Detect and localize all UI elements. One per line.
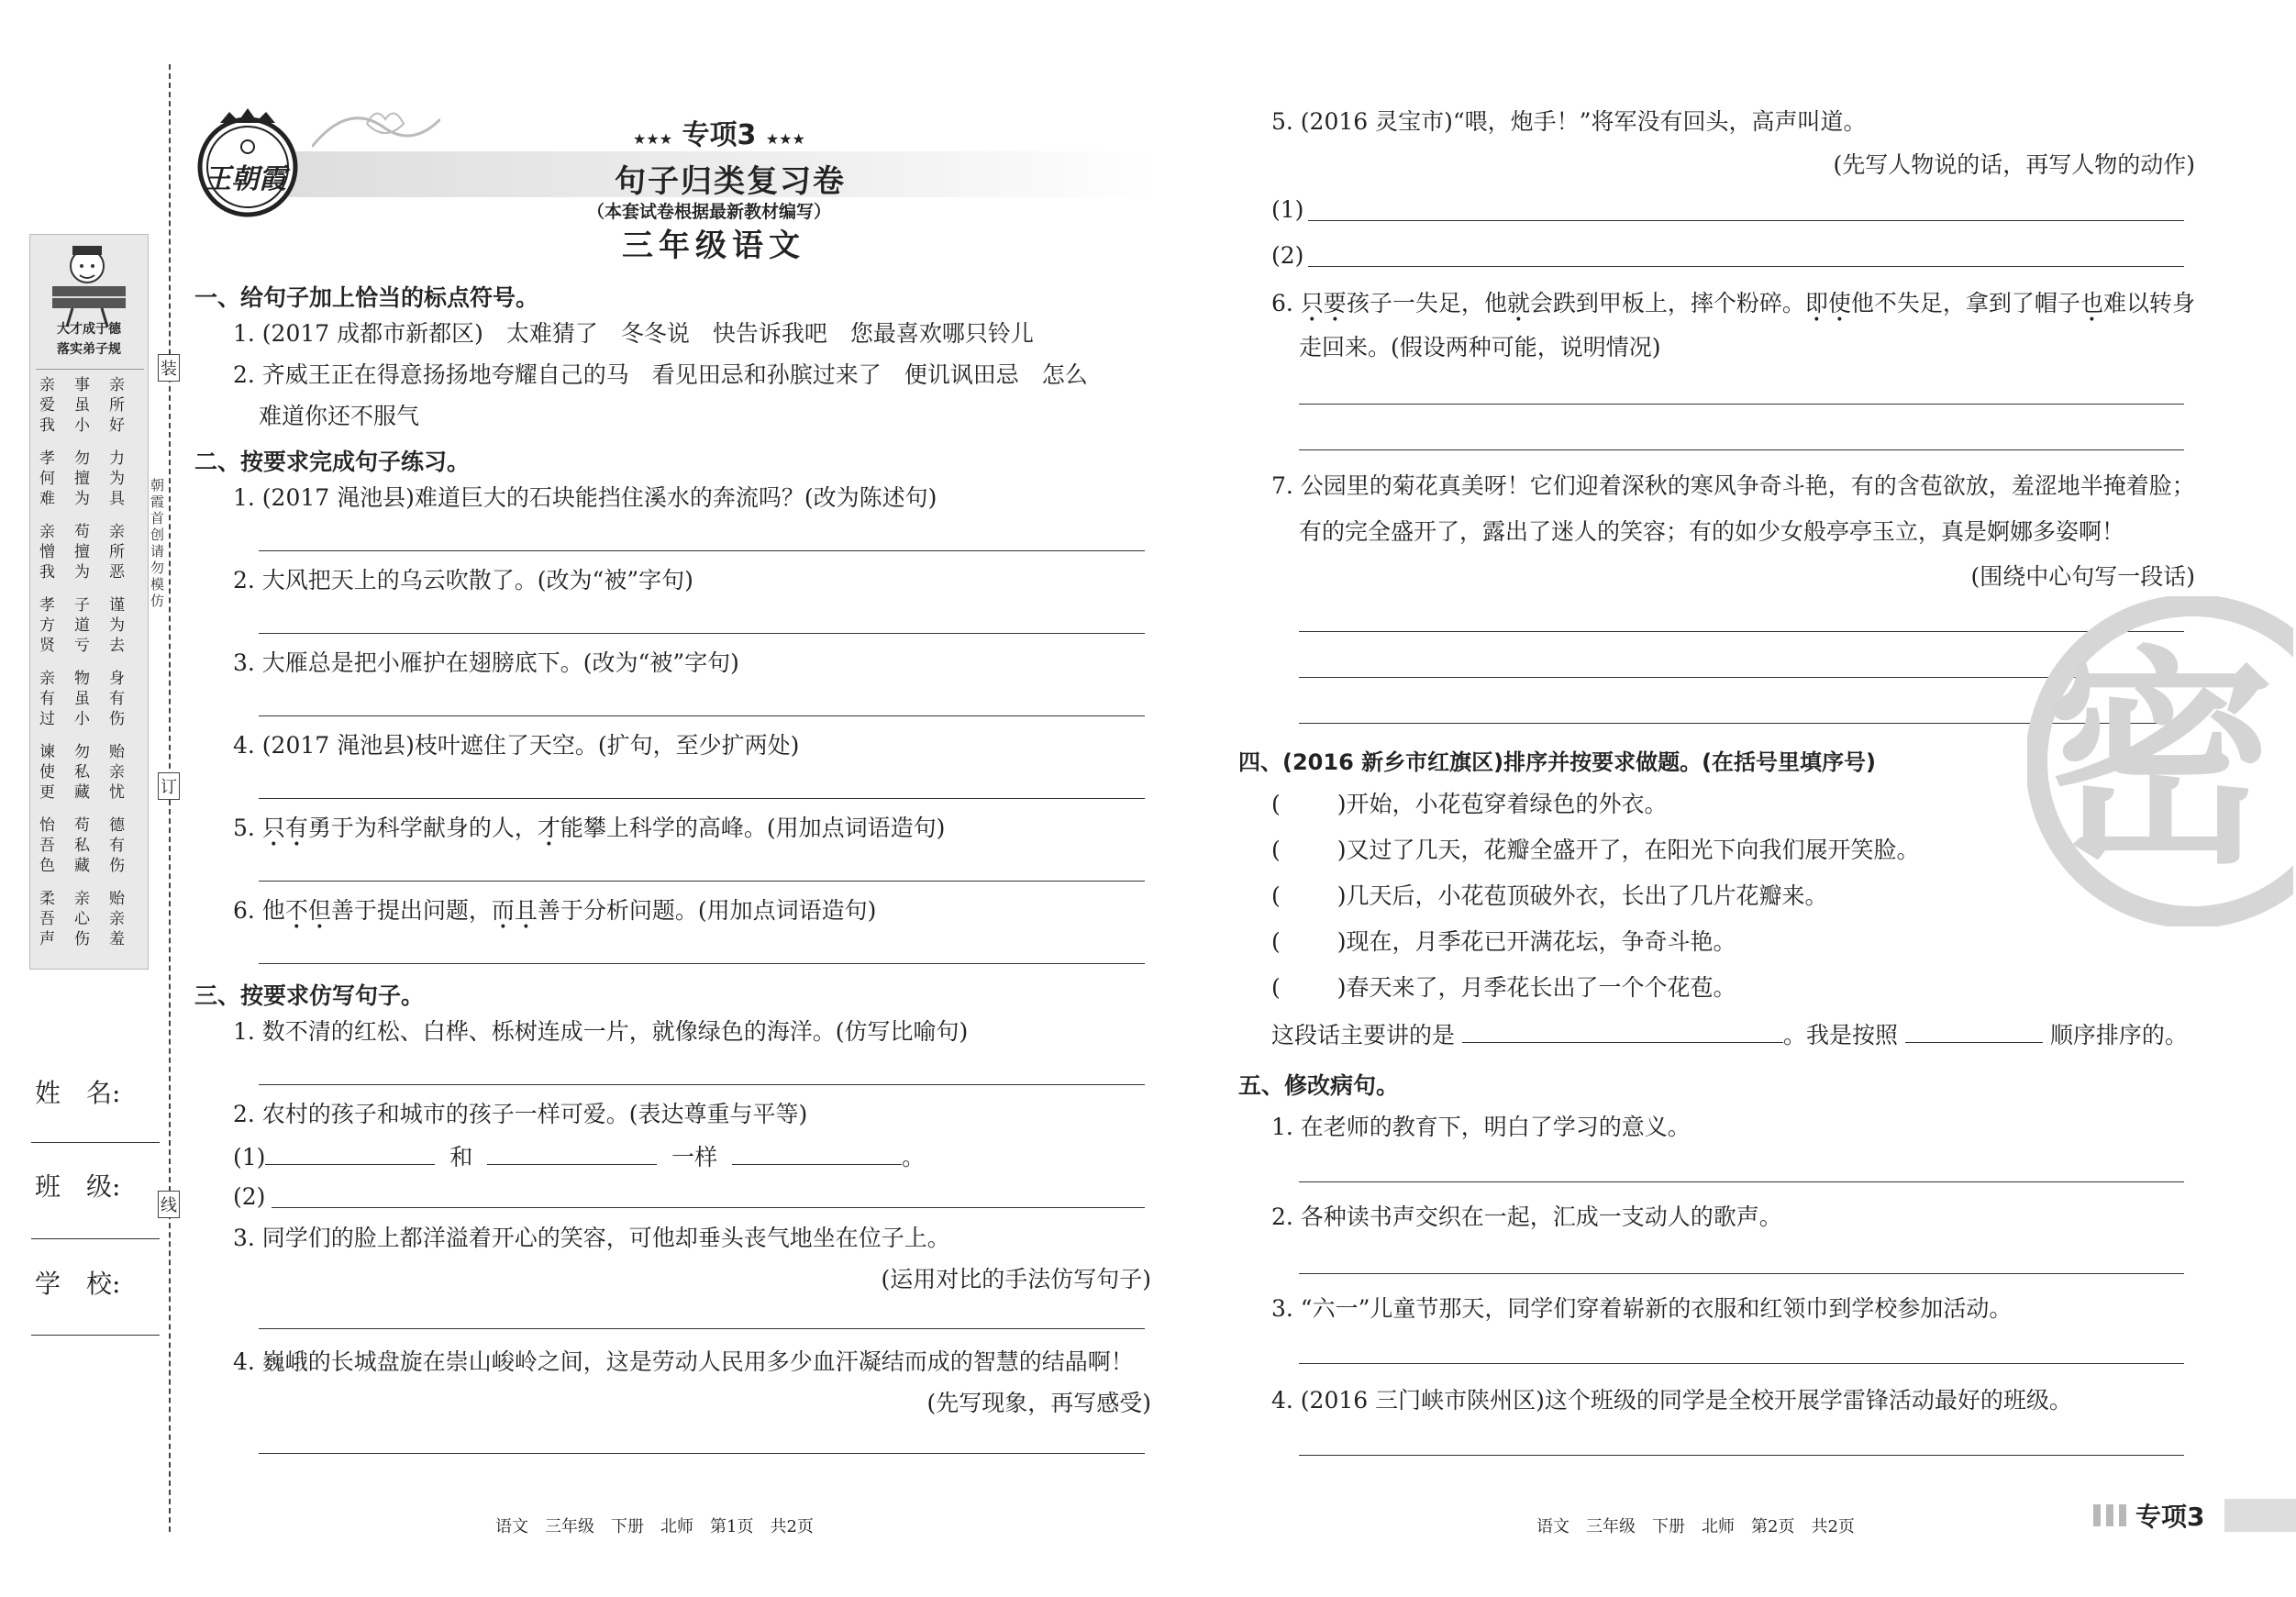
edition-note: （本套试卷根据最新教材编写） — [587, 202, 832, 222]
ordering-item-4: ( )现在，月季花已开满花坛，争奇斗艳。 — [1271, 928, 1736, 955]
poem-line: 亲所好 — [109, 376, 125, 435]
s1-question-2: 2. 齐威王正在得意扬扬地夸耀自己的马 看见田忌和孙膑过来了 便讥讽田忌 怎么 — [233, 361, 1088, 388]
s3-question-7-cont: 有的完全盛开了，露出了迷人的笑容；有的如少女般亭亭玉立，真是婀娜多姿啊！ — [1299, 518, 2125, 545]
stamp-character: 密 — [2046, 627, 2275, 894]
answer-line[interactable] — [1308, 266, 2184, 267]
answer-line[interactable] — [1299, 1363, 2184, 1364]
s1-question-1: 1. (2017 成都市新都区) 太难猜了 冬冬说 快告诉我吧 您最喜欢哪只铃儿 — [233, 320, 1034, 347]
poem-columns — [36, 369, 144, 964]
binding-mark-1: 装 — [158, 354, 180, 382]
poem-line: 孝方贤 — [39, 596, 55, 655]
corner-tag: 专项3 — [2135, 1502, 2205, 1532]
sidebar-caption-2: 落实弟子规 — [57, 342, 121, 357]
answer-line[interactable] — [259, 1453, 1145, 1454]
poem-line: 贻亲忧 — [109, 743, 125, 802]
s2-question-3: 3. 大雁总是把小雁护在翅膀底下。(改为“被”字句) — [233, 649, 739, 676]
grade-subject: 三年级语文 — [622, 227, 805, 264]
poem-line: 亲所恶 — [109, 523, 125, 582]
section-4-title: 四、(2016 新乡市红旗区)排序并按要求做题。(在括号里填序号) — [1238, 749, 1877, 775]
blank-field[interactable] — [1462, 1018, 1783, 1043]
answer-line[interactable] — [272, 1207, 1145, 1208]
s3-question-4: 4. 巍峨的长城盘旋在崇山峻岭之间，这是劳动人民用多少血汗凝结而成的智慧的结晶啊！ — [233, 1348, 1134, 1375]
poem-line: 谏使更 — [39, 743, 55, 802]
s3-question-2-part-1: (1) 和 一样 。 — [233, 1140, 925, 1173]
poem-line: 亲有过 — [39, 670, 55, 728]
sidebar-panel — [29, 234, 149, 970]
name-label: 姓 名: — [35, 1078, 121, 1108]
answer-line[interactable] — [259, 1084, 1145, 1085]
binding-mark-2: 订 — [158, 772, 180, 800]
s4-summary-question: 这段话主要讲的是 。我是按照 顺序排序的。 — [1271, 1018, 2188, 1051]
answer-line[interactable] — [1299, 404, 2184, 405]
answer-line[interactable] — [259, 881, 1145, 882]
ordering-item-1: ( )开始，小花苞穿着绿色的外衣。 — [1271, 791, 1668, 817]
s2-question-6: 6. 他不但善于提出问题，而且善于分析问题。(用加点词语造句) — [233, 897, 877, 924]
answer-line[interactable] — [259, 798, 1145, 799]
s5-question-2: 2. 各种读书声交织在一起，汇成一支动人的歌声。 — [1271, 1203, 1782, 1230]
poem-line: 孝何难 — [39, 449, 55, 508]
logo-text: 王朝霞 — [204, 163, 286, 195]
ribbon-decoration — [312, 92, 440, 156]
poem-line: 勿私藏 — [74, 743, 90, 802]
corner-dots-icon — [2093, 1504, 2130, 1526]
binding-mark-3: 线 — [158, 1191, 180, 1218]
stars-right-icon: ★★★ — [765, 130, 805, 148]
s3-question-2-part-2-label: (2) — [233, 1183, 266, 1210]
s3-question-6-cont: 走回来。(假设两种可能，说明情况) — [1299, 334, 1661, 360]
answer-line[interactable] — [1308, 220, 2184, 221]
blank-field[interactable] — [265, 1140, 435, 1165]
s5-question-1: 1. 在老师的教育下，明白了学习的意义。 — [1271, 1114, 1691, 1140]
section-3-title: 三、按要求仿写句子。 — [194, 982, 425, 1009]
answer-line[interactable] — [1299, 1273, 2184, 1274]
s3-question-4-requirement: (先写现象，再写感受) — [926, 1390, 1151, 1416]
poem-line: 力为具 — [109, 449, 125, 508]
answer-line[interactable] — [1299, 449, 2184, 450]
poem-line: 苟擅为 — [74, 523, 90, 582]
answer-line[interactable] — [1299, 1455, 2184, 1456]
s2-question-5: 5. 只有勇于为科学献身的人，才能攀上科学的高峰。(用加点词语造句) — [233, 815, 946, 841]
answer-line[interactable] — [259, 550, 1145, 551]
school-field[interactable] — [31, 1335, 160, 1336]
poem-line: 子道亏 — [74, 596, 90, 655]
s2-question-4: 4. (2017 渑池县)枝叶遮住了天空。(扩句，至少扩两处) — [233, 732, 800, 759]
class-field[interactable] — [31, 1238, 160, 1239]
poem-line: 德有伤 — [109, 816, 125, 875]
s3-question-5-requirement: (先写人物说的话，再写人物的动作) — [1833, 151, 2195, 178]
poem-line: 谨为去 — [109, 596, 125, 655]
poem-line: 亲憎我 — [39, 523, 55, 582]
poem-line: 亲爱我 — [39, 376, 55, 435]
name-field[interactable] — [31, 1142, 160, 1143]
s3-question-3: 3. 同学们的脸上都洋溢着开心的笑容，可他却垂头丧气地坐在位子上。 — [233, 1225, 950, 1251]
school-label: 学 校: — [35, 1269, 121, 1299]
s1-question-2-cont: 难道你还不服气 — [259, 403, 420, 429]
footer-right: 语文 三年级 下册 北师 第2页 共2页 — [1536, 1517, 1855, 1536]
s2-question-2: 2. 大风把天上的乌云吹散了。(改为“被”字句) — [233, 567, 693, 593]
s3-question-2: 2. 农村的孩子和城市的孩子一样可爱。(表达尊重与平等) — [233, 1101, 808, 1127]
answer-line[interactable] — [1299, 1181, 2184, 1182]
poem-line: 身有伤 — [109, 670, 125, 728]
poem-line: 怡吾色 — [39, 816, 55, 875]
scholar-illustration — [45, 240, 133, 328]
s3-question-5-part-1-label: (1) — [1271, 196, 1304, 223]
s3-question-7-requirement: (围绕中心句写一段话) — [1970, 563, 2195, 590]
section-2-title: 二、按要求完成句子练习。 — [194, 449, 471, 475]
special-label: ★★★ 专项3 ★★★ — [633, 119, 805, 151]
poem-line: 物虽小 — [74, 670, 90, 728]
s2-question-1: 1. (2017 渑池县)难道巨大的石块能挡住溪水的奔流吗？(改为陈述句) — [233, 484, 937, 511]
answer-line[interactable] — [259, 963, 1145, 964]
poem-line: 勿擅为 — [74, 449, 90, 508]
poem-line: 事虽小 — [74, 376, 90, 435]
s3-question-5: 5. (2016 灵宝市)“喂，炮手！”将军没有回头，高声叫道。 — [1271, 108, 1867, 135]
footer-left: 语文 三年级 下册 北师 第1页 共2页 — [495, 1517, 814, 1536]
s3-question-5-part-2-label: (2) — [1271, 242, 1304, 269]
sidebar-caption-1: 大才成于德 — [57, 322, 121, 337]
poem-line: 贻亲羞 — [109, 890, 125, 948]
s3-question-7: 7. 公园里的菊花真美呀！它们迎着深秋的寒风争奇斗艳，有的含苞欲放，羞涩地半掩着脸； — [1271, 472, 2195, 499]
poem-line: 柔吾声 — [39, 890, 55, 948]
stars-left-icon: ★★★ — [633, 130, 673, 148]
poem-line: 苟私藏 — [74, 816, 90, 875]
answer-line[interactable] — [259, 715, 1145, 716]
poem-line: 亲心伤 — [74, 890, 90, 948]
section-5-title: 五、修改病句。 — [1238, 1072, 1400, 1099]
ordering-item-3: ( )几天后，小花苞顶破外衣，长出了几片花瓣来。 — [1271, 882, 1828, 909]
ordering-item-2: ( )又过了几天，花瓣全盛开了，在阳光下向我们展开笑脸。 — [1271, 837, 1920, 863]
ordering-item-5: ( )春天来了，月季花长出了一个个花苞。 — [1271, 974, 1736, 1001]
s3-question-6: 6. 只要孩子一失足，他就会跌到甲板上，摔个粉碎。即使他不失足，拿到了帽子也难以转身 — [1271, 290, 2195, 316]
blank-field[interactable] — [1905, 1018, 2043, 1043]
page-title: 句子归类复习卷 — [615, 163, 846, 200]
s5-question-4: 4. (2016 三门峡市陕州区)这个班级的同学是全校开展学雷锋活动最好的班级。 — [1271, 1387, 2072, 1414]
corner-tag-bar — [2224, 1499, 2296, 1532]
s3-question-3-requirement: (运用对比的手法仿写句子) — [881, 1266, 1151, 1292]
blank-field[interactable] — [732, 1140, 902, 1165]
s3-question-1: 1. 数不清的红松、白桦、栎树连成一片，就像绿色的海洋。(仿写比喻句) — [233, 1018, 969, 1045]
s5-question-3: 3. “六一”儿童节那天，同学们穿着崭新的衣服和红领巾到学校参加活动。 — [1271, 1295, 2013, 1322]
section-1-title: 一、给句子加上恰当的标点符号。 — [194, 284, 539, 311]
answer-line[interactable] — [259, 1328, 1145, 1329]
class-label: 班 级: — [35, 1171, 121, 1202]
blank-field[interactable] — [487, 1140, 657, 1165]
anti-copy-warning: 朝霞首创 请勿模仿 — [150, 477, 165, 609]
answer-line[interactable] — [259, 633, 1145, 634]
